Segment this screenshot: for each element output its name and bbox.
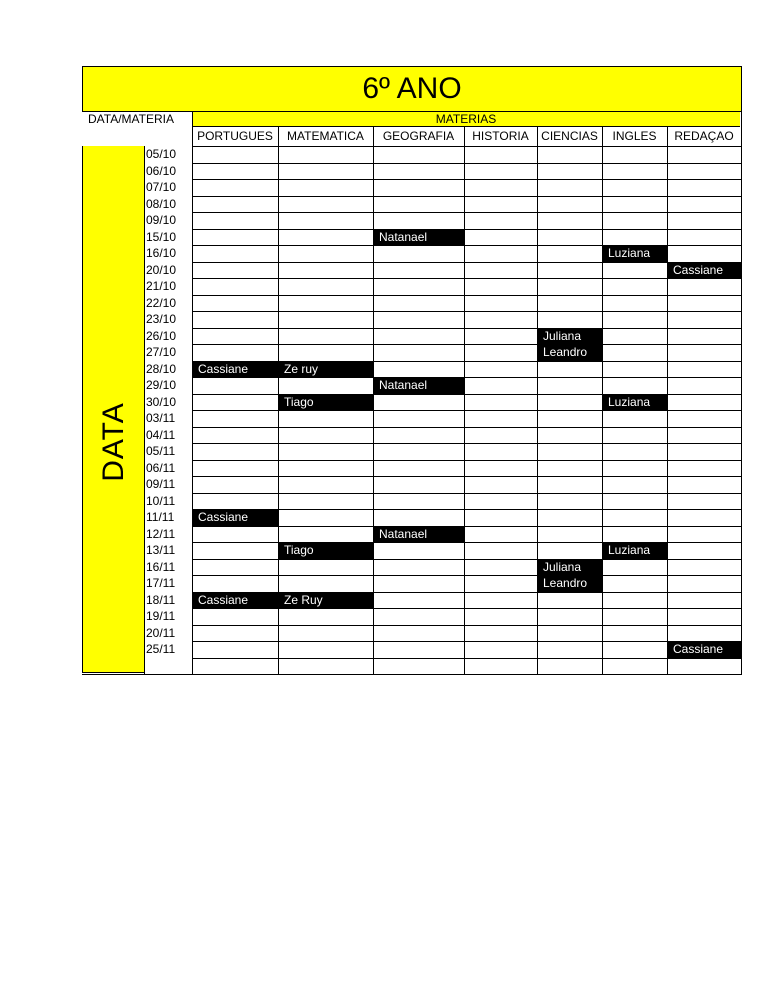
column-header: HISTORIA (472, 129, 529, 143)
data-side-label: DATA (97, 402, 130, 482)
date-label: 10/11 (146, 493, 176, 508)
row-rule (192, 592, 742, 593)
corner-label: DATA/MATERIA (88, 112, 175, 126)
date-label: 09/11 (146, 477, 176, 491)
date-label: 25/11 (146, 642, 176, 656)
assigned-cell: Tiago (279, 542, 373, 559)
row-rule (192, 542, 742, 543)
row-rule (192, 245, 742, 246)
row-rule (192, 179, 742, 180)
assigned-cell: Natanael (374, 229, 464, 246)
row-rule (192, 476, 742, 477)
date-label: 23/10 (146, 312, 177, 326)
row-rule (192, 328, 742, 329)
assigned-cell: Cassiane (193, 361, 278, 378)
date-label: 13/11 (146, 543, 176, 557)
row-rule (192, 625, 742, 626)
assigned-cell: Natanael (374, 377, 464, 394)
date-label: 16/11 (146, 559, 176, 574)
schedule-sheet (82, 66, 742, 673)
row-rule (192, 575, 742, 576)
assigned-cell: Cassiane (668, 641, 741, 658)
assigned-cell: Cassiane (193, 592, 278, 609)
row-rule (192, 229, 742, 230)
row-rule (192, 163, 742, 164)
assigned-cell: Ze ruy (279, 361, 373, 378)
row-rule (192, 146, 742, 147)
date-label: 30/10 (146, 394, 177, 409)
assigned-cell: Juliana (538, 559, 602, 576)
column-header: MATEMATICA (287, 129, 364, 143)
row-rule (192, 493, 742, 494)
row-rule (192, 658, 742, 659)
date-label: 04/11 (146, 427, 176, 442)
row-rule (192, 377, 742, 378)
date-label: 15/10 (146, 229, 177, 244)
date-label: 27/10 (146, 345, 177, 359)
date-label: 05/11 (146, 444, 176, 458)
assigned-cell: Cassiane (668, 262, 741, 279)
column-header: GEOGRAFIA (382, 129, 455, 143)
date-label: 17/11 (146, 576, 176, 590)
assigned-cell: Luziana (603, 245, 667, 262)
date-label: 26/10 (146, 328, 177, 343)
date-label: 12/11 (146, 526, 176, 541)
column-header: INGLES (612, 129, 657, 143)
assigned-cell: Luziana (603, 542, 667, 559)
row-rule (192, 526, 742, 527)
row-rule (192, 427, 742, 428)
assigned-cell: Juliana (538, 328, 602, 345)
assigned-cell: Leandro (538, 575, 602, 592)
date-label: 16/10 (146, 246, 177, 260)
column-header: CIENCIAS (541, 129, 598, 143)
assigned-cell: Leandro (538, 344, 602, 361)
date-label: 29/10 (146, 378, 177, 392)
assigned-cell: Tiago (279, 394, 373, 411)
date-label: 21/10 (146, 279, 177, 293)
date-label: 09/10 (146, 213, 177, 227)
date-label: 05/10 (146, 147, 177, 161)
row-rule (192, 509, 742, 510)
row-rule (192, 278, 742, 279)
row-rule (192, 608, 742, 609)
date-label: 03/11 (146, 411, 176, 425)
column-header: PORTUGUES (197, 129, 273, 143)
assigned-cell: Cassiane (193, 509, 278, 526)
row-rule (192, 295, 742, 296)
row-rule (192, 262, 742, 263)
row-rule (192, 410, 742, 411)
date-label: 06/10 (146, 163, 177, 178)
materias-label: MATERIAS (435, 112, 497, 126)
row-rule (192, 196, 742, 197)
row-rule (192, 394, 742, 395)
row-rule (192, 344, 742, 345)
date-column-rule (144, 146, 145, 674)
date-label: 11/11 (146, 510, 175, 524)
assigned-cell: Natanael (374, 526, 464, 543)
row-rule (192, 460, 742, 461)
date-label: 07/10 (146, 180, 177, 194)
data-side-band (82, 146, 144, 673)
date-label: 22/10 (146, 295, 177, 310)
row-rule (192, 559, 742, 560)
date-label: 18/11 (146, 592, 176, 607)
row-rule (192, 212, 742, 213)
sheet-title: 6º ANO (82, 66, 742, 112)
row-rule (192, 311, 742, 312)
row-rule (192, 443, 742, 444)
row-rule (192, 361, 742, 362)
date-label: 08/10 (146, 196, 177, 211)
assigned-cell: Luziana (603, 394, 667, 411)
row-rule (192, 641, 742, 642)
date-label: 19/11 (146, 609, 176, 623)
date-label: 06/11 (146, 460, 176, 475)
column-header: REDAÇAO (674, 129, 734, 143)
assigned-cell: Ze Ruy (279, 592, 373, 609)
bottom-rule (82, 674, 742, 675)
date-label: 28/10 (146, 361, 177, 376)
date-label: 20/10 (146, 262, 177, 277)
date-label: 20/11 (146, 625, 176, 640)
